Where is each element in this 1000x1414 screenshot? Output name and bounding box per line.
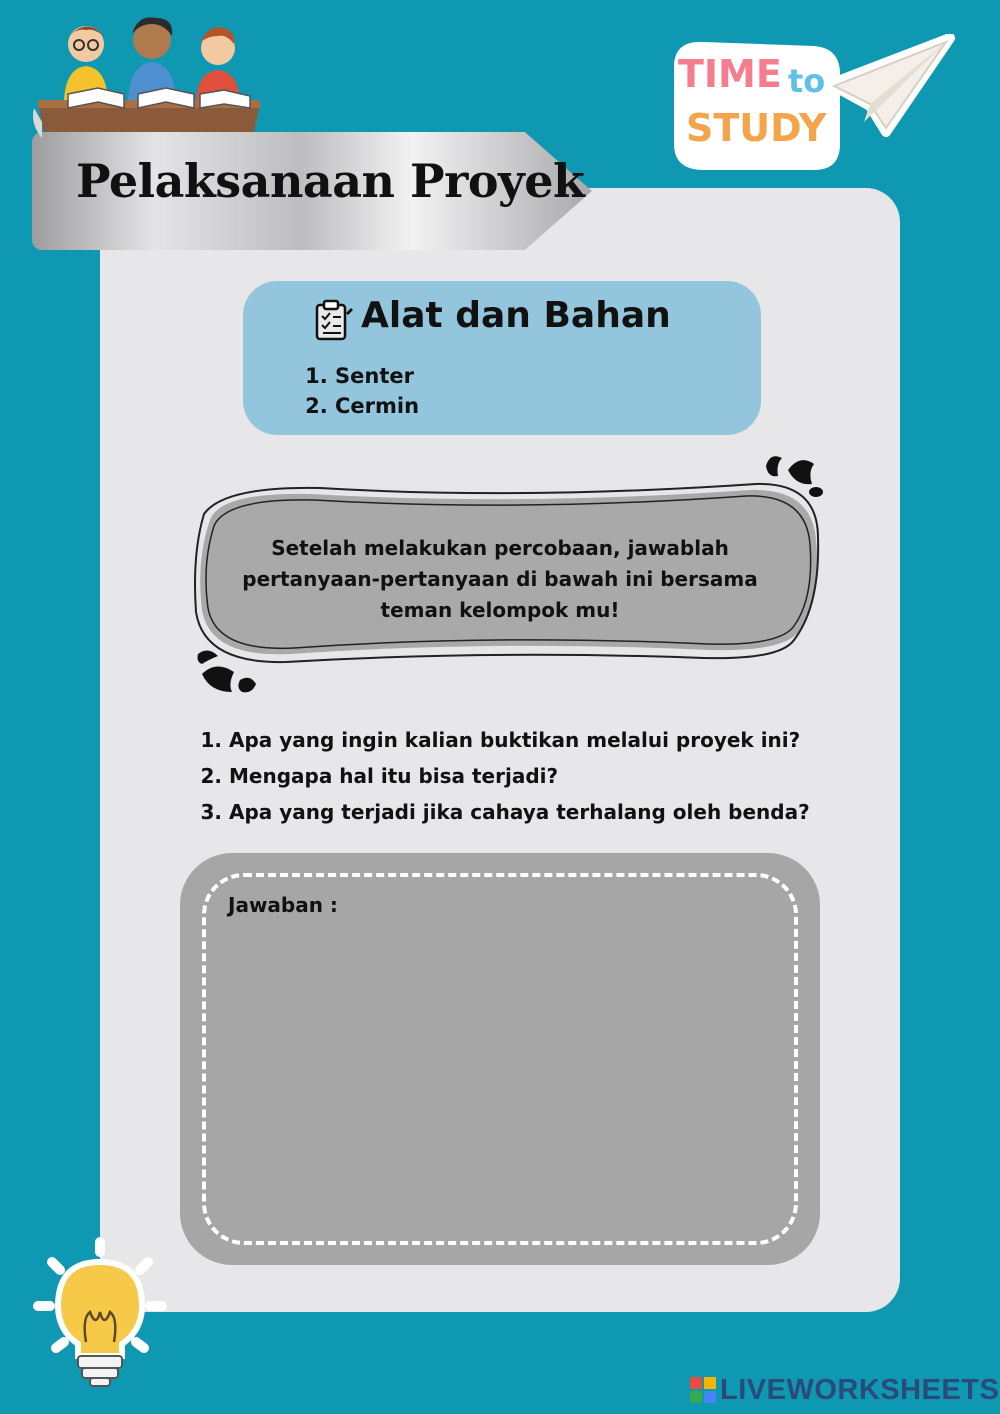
- liveworksheets-footer[interactable]: [690, 1372, 999, 1408]
- badge-word-time: TIME: [678, 52, 782, 96]
- materials-list: [307, 361, 419, 421]
- materials-title: Alat dan Bahan: [361, 295, 671, 336]
- clipboard-checklist-icon: [313, 299, 353, 341]
- question-item: 1. Apa yang ingin kalian buktikan melalui proyek ini?: [229, 722, 810, 758]
- instruction-text: Setelah melakukan percobaan, jawablah pertanyaan-pertanyaan di bawah ini bersama teman kelompok mu!: [242, 536, 758, 622]
- ink-splash-icon: [194, 644, 260, 696]
- answer-box[interactable]: [180, 853, 820, 1265]
- ink-splash-icon: [760, 450, 826, 500]
- page-title: Pelaksanaan Proyek: [76, 154, 585, 208]
- kids-studying-illustration: [28, 12, 268, 140]
- liveworksheets-logo-icon: [690, 1377, 716, 1403]
- question-list: [205, 722, 810, 830]
- materials-box: [243, 281, 761, 435]
- badge-word-study: STUDY: [686, 106, 827, 150]
- material-item: 1. Senter: [335, 361, 419, 391]
- liveworksheets-brand: LIVEWORKSHEETS: [720, 1373, 1000, 1406]
- time-to-study-badge: [664, 34, 964, 174]
- material-item: 2. Cermin: [335, 391, 419, 421]
- answer-label: Jawaban :: [228, 893, 338, 917]
- question-item: 3. Apa yang terjadi jika cahaya terhalang oleh benda?: [229, 794, 810, 830]
- question-item: 2. Mengapa hal itu bisa terjadi?: [229, 758, 810, 794]
- light-bulb-icon: [30, 1232, 170, 1392]
- badge-word-to: to: [788, 62, 826, 100]
- answer-dashed-border: [202, 873, 798, 1245]
